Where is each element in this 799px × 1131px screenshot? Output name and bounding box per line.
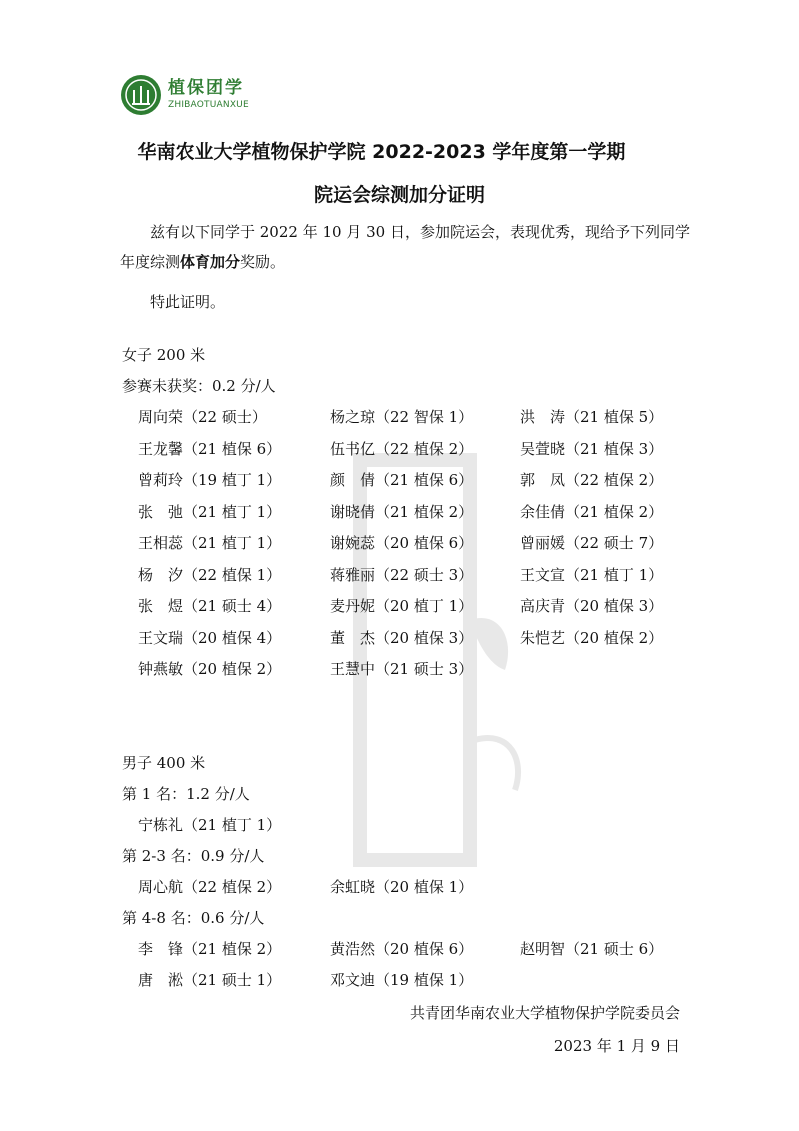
student-entry: 郭 凤（22 植保 2） (520, 471, 664, 489)
document-title-line1: 华南农业大学植物保护学院 2022-2023 学年度第一学期 (137, 141, 626, 163)
intro-bold: 体育加分 (180, 253, 241, 271)
document-title-line2: 院运会综测加分证明 (313, 184, 485, 206)
student-entry: 张 弛（21 植丁 1） (138, 502, 282, 521)
logo-name-en: ZHIBAOTUANXUE (168, 100, 249, 110)
student-entry: 曾丽媛（22 硕士 7） (520, 534, 664, 552)
student-entry: 余佳倩（21 植保 2） (520, 502, 664, 521)
statement: 特此证明。 (150, 293, 226, 311)
student-entry: 张 煜（21 硕士 4） (138, 597, 282, 615)
student-entry: 王慧中（21 硕士 3） (330, 660, 474, 678)
student-entry: 邓文迪（19 植保 1） (330, 971, 474, 989)
student-entry: 谢婉蕊（20 植保 6） (330, 534, 474, 552)
student-entry: 宁栋礼（21 植丁 1） (138, 816, 282, 834)
student-entry: 黄浩然（20 植保 6） (330, 940, 474, 958)
student-entry: 周心航（22 植保 2） (138, 878, 282, 896)
student-entry: 钟燕敏（20 植保 2） (138, 660, 282, 678)
logo-emblem-icon (120, 74, 162, 116)
event2-group2-label: 第 2-3 名：0.9 分/人 (122, 847, 265, 865)
event2-name: 男子 400 米 (122, 754, 206, 772)
student-entry: 王文宣（21 植丁 1） (520, 565, 664, 584)
student-entry: 伍书亿（22 植保 2） (330, 439, 474, 458)
student-entry: 麦丹妮（20 植丁 1） (330, 597, 474, 615)
student-entry: 杨之琼（22 智保 1） (330, 408, 474, 426)
logo (120, 72, 249, 118)
student-entry: 曾莉玲（19 植丁 1） (138, 471, 282, 489)
student-entry: 蒋雅丽（22 硕士 3） (330, 565, 474, 584)
student-entry: 李 锋（21 植保 2） (138, 940, 282, 958)
student-entry: 余虹晓（20 植保 1） (330, 878, 474, 896)
student-entry: 赵明智（21 硕士 6） (520, 940, 664, 958)
student-entry: 洪 涛（21 植保 5） (520, 408, 664, 426)
student-entry: 王相蕊（21 植丁 1） (138, 534, 282, 552)
intro-end: 奖励。 (240, 253, 286, 271)
logo-name-cn: 植保团学 (168, 78, 244, 98)
intro-paragraph (120, 217, 690, 277)
student-entry: 颜 倩（21 植保 6） (330, 471, 474, 489)
student-entry: 王龙馨（21 植保 6） (138, 439, 282, 458)
student-entry: 谢晓倩（21 植保 2） (330, 502, 474, 521)
signature-date: 2023 年 1 月 9 日 (553, 1037, 680, 1055)
student-entry: 王文瑞（20 植保 4） (138, 628, 282, 647)
signature-org: 共青团华南农业大学植物保护学院委员会 (409, 1004, 680, 1022)
student-entry: 高庆青（20 植保 3） (520, 597, 664, 615)
event2-group1-label: 第 1 名：1.2 分/人 (122, 785, 250, 803)
student-entry: 董 杰（20 植保 3） (330, 628, 474, 647)
student-entry: 唐 淞（21 硕士 1） (138, 971, 282, 989)
intro-text: 兹有以下同学于 2022 年 10 月 30 日，参加院运会，表现优秀，现给予下列同学年度综测 (120, 223, 690, 271)
event2-group3-label: 第 4-8 名：0.6 分/人 (122, 909, 265, 927)
event1-group-label: 参赛未获奖：0.2 分/人 (122, 377, 276, 395)
student-entry: 吴萱晓（21 植保 3） (520, 439, 664, 458)
event1-name: 女子 200 米 (122, 346, 206, 364)
student-entry: 杨 汐（22 植保 1） (138, 565, 282, 584)
student-entry: 周向荣（22 硕士） (138, 408, 267, 426)
student-entry: 朱恺艺（20 植保 2） (520, 628, 664, 647)
